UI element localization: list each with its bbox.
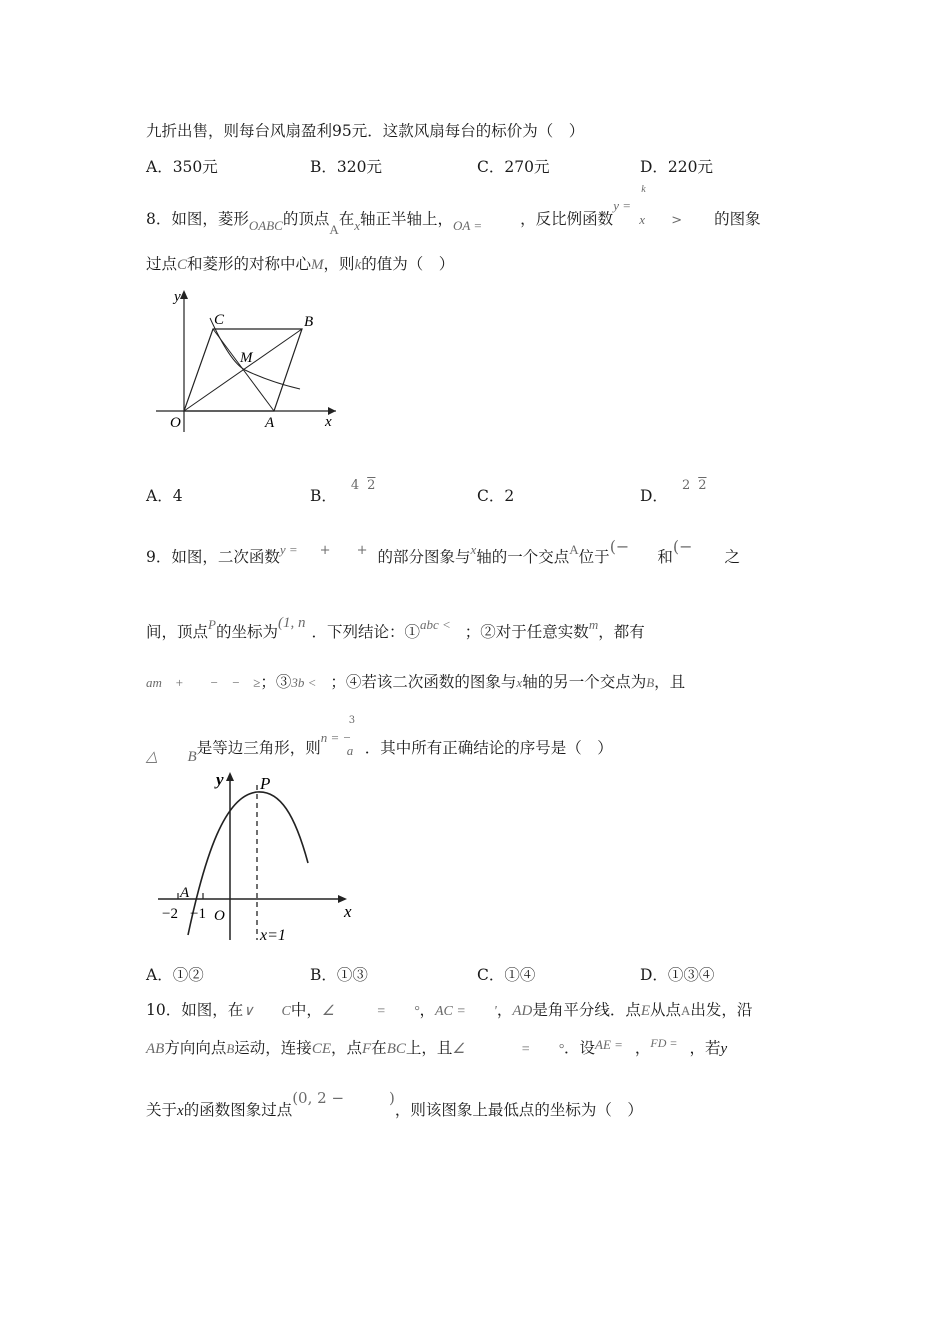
q9-parabola — [188, 792, 308, 935]
q8-option-d[interactable]: D．$^2$ $^2$ — [640, 478, 707, 505]
q8-label-b: B — [304, 314, 314, 330]
q8-label-a: A — [265, 415, 275, 431]
q8-stem-line2: 过点C和菱形的对称中心M，则k的值为（ ） — [146, 255, 455, 273]
q7-option-b[interactable]: B．320元 — [310, 158, 382, 176]
q9-label-neg2: −2 — [162, 906, 178, 922]
q9-stem-line1: 9．如图，二次函数$^{y =}$ + + 的部分图象与$^x$轴的一个交点$^A$位于(−和(−之 — [146, 537, 741, 566]
q7-option-d[interactable]: D．220元 — [640, 158, 714, 176]
q9-parabola-figure — [150, 765, 370, 950]
q9-label-x: x — [344, 902, 352, 921]
q9-stem-line2: 间，顶点$^P$的坐标为(1, n ．下列结论：①$^{abc <}$ ；②对于任意实数$^m$，都有 — [146, 615, 645, 641]
q9-label-a: A — [180, 885, 190, 901]
q8-y-arrow — [180, 290, 188, 299]
q8-label-x: x — [325, 414, 332, 430]
q7-stem-tail: 九折出售，则每台风扇盈利95元．这款风扇每台的标价为（ ） — [146, 122, 585, 140]
q9-label-o: O — [214, 908, 225, 924]
q9-label-neg1: −1 — [190, 906, 206, 922]
q8-rhombus-figure — [150, 282, 350, 432]
q9-option-a[interactable]: A．①② — [146, 966, 204, 984]
q9-option-d[interactable]: D．①③④ — [640, 966, 715, 984]
q8-stem-line1: 8．如图，菱形$_{OABC}$的顶点$_A$在$_x$轴正半轴上，$_{OA =}$ ，反比例函数 y = k x > 的图象 — [146, 184, 761, 237]
q10-stem-line2: AB方向向点B运动，连接CE，点F在BC上，且∠ = °．设$^{AE =}$ ，$^{FD =}$ ，若y — [146, 1036, 728, 1057]
q8-option-c[interactable]: C．2 — [477, 487, 515, 505]
q8-label-m: M — [240, 350, 253, 366]
q9-label-axis: x=1 — [260, 927, 286, 944]
q7-option-c[interactable]: C．270元 — [477, 158, 550, 176]
q9-option-b[interactable]: B．①③ — [310, 966, 368, 984]
q9-option-c[interactable]: C．①④ — [477, 966, 536, 984]
q9-y-arrow — [226, 772, 234, 781]
q9-label-y: y — [216, 770, 224, 789]
q8-option-a[interactable]: A．4 — [146, 487, 183, 505]
q8-label-o: O — [170, 415, 181, 431]
q10-stem-line1: 10．如图，在∨ C中，∠ = °，AC = '，AD是角平分线．点E从点A出发，沿 — [146, 1001, 753, 1019]
q10-stem-line3: 关于x的函数图象过点(0, 2 − )，则该图象上最低点的坐标为（ ） — [146, 1089, 643, 1119]
q9-stem-line4: △ B是等边三角形，则 n = − 3 a ．其中所有正确结论的序号是（ ） — [146, 715, 613, 765]
q9-stem-line3: am + − − ≥；③3b < ；④若该二次函数的图象与x轴的另一个交点为B，且 — [146, 673, 686, 691]
q8-label-c: C — [214, 312, 225, 328]
q8-label-y: y — [174, 289, 181, 305]
q9-label-p: P — [260, 774, 271, 793]
q7-option-a[interactable]: A．350元 — [146, 158, 218, 176]
q8-option-b[interactable]: B．$^4$ $^2$ — [310, 478, 376, 505]
